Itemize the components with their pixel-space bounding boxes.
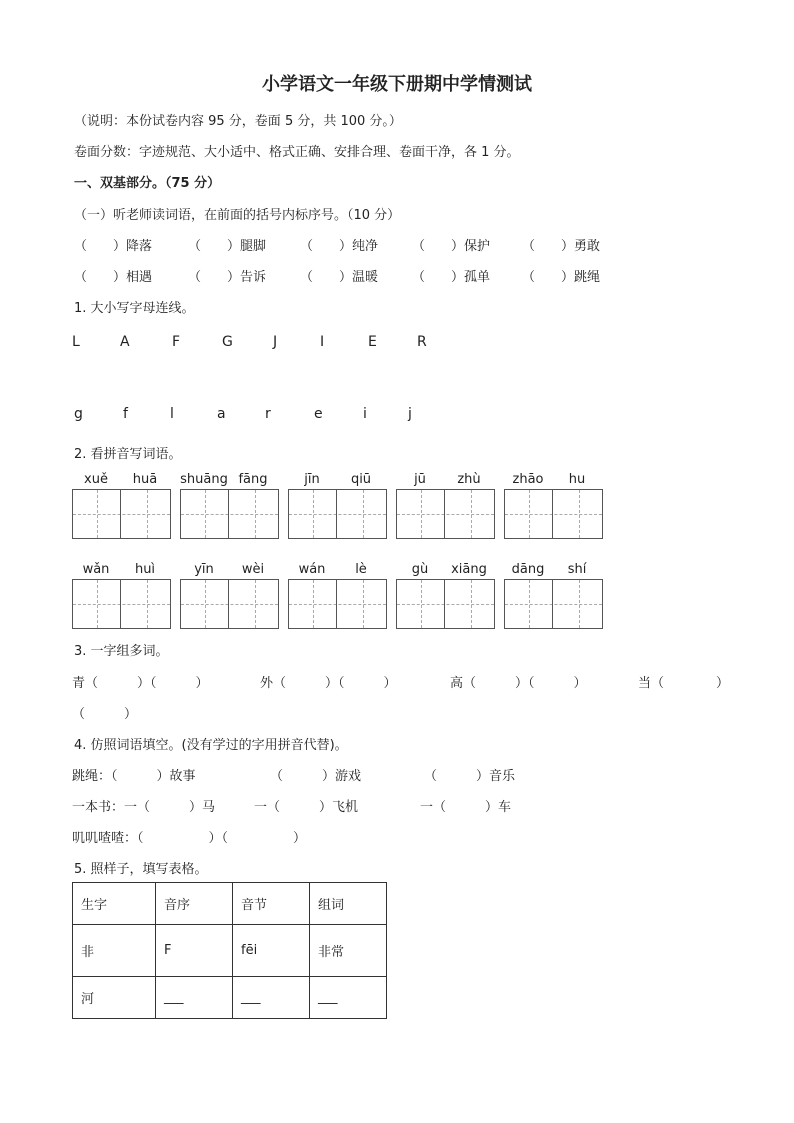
table-cell: F xyxy=(156,925,233,977)
pinyin: wèi xyxy=(241,562,265,577)
lower-letter[interactable]: l xyxy=(170,406,174,422)
table-header-cell: 生字 xyxy=(73,883,156,925)
table-row xyxy=(73,925,387,977)
writing-grid[interactable] xyxy=(288,579,387,629)
lower-letter[interactable]: e xyxy=(314,406,323,422)
pinyin: shuāng xyxy=(180,472,228,487)
table-answer-cell[interactable]: ___ xyxy=(156,977,233,1019)
lower-letter[interactable]: i xyxy=(363,406,367,422)
page-title: 小学语文一年级下册期中学情测试 xyxy=(262,74,532,95)
upper-letter[interactable]: F xyxy=(172,334,181,350)
pinyin: dāng xyxy=(511,562,545,577)
section-heading: 一、双基部分。（75 分） xyxy=(74,176,221,191)
upper-letter[interactable]: R xyxy=(417,334,427,350)
pinyin: lè xyxy=(355,562,367,577)
listen-item[interactable]: （ ）勇敢 xyxy=(522,239,601,254)
word-group-item[interactable]: 青（ ）（ ） xyxy=(72,676,209,691)
exam-note: （说明：本份试卷内容 95 分，卷面 5 分，共 100 分。） xyxy=(74,114,402,129)
listen-item[interactable]: （ ）保护 xyxy=(412,239,491,254)
pinyin: huì xyxy=(134,562,156,577)
listen-item[interactable]: （ ）降落 xyxy=(74,239,153,254)
lower-letter[interactable]: f xyxy=(123,406,128,422)
writing-grid[interactable] xyxy=(288,489,387,539)
table-cell: 非常 xyxy=(310,925,387,977)
q1-label: 1. 大小写字母连线。 xyxy=(74,301,195,316)
listen-item[interactable]: （ ）跳绳 xyxy=(522,270,601,285)
pinyin: jīn xyxy=(304,472,320,487)
writing-grid[interactable] xyxy=(180,579,279,629)
upper-letter[interactable]: A xyxy=(120,334,130,350)
writing-grid[interactable] xyxy=(72,489,171,539)
lower-letter[interactable]: a xyxy=(217,406,226,422)
word-group-item[interactable]: 高（ ）（ ） xyxy=(450,676,587,691)
word-group-item[interactable]: 外（ ）（ ） xyxy=(260,676,397,691)
pinyin: shí xyxy=(567,562,587,577)
writing-grid[interactable] xyxy=(504,489,603,539)
fill-item[interactable]: 跳绳：（ ）故事 xyxy=(72,769,196,784)
listen-item[interactable]: （ ）腿脚 xyxy=(188,239,267,254)
lower-letter[interactable]: r xyxy=(265,406,271,422)
pinyin: hu xyxy=(568,472,586,487)
listen-item[interactable]: （ ）纯净 xyxy=(300,239,379,254)
word-group-item[interactable]: 当（ ） xyxy=(638,676,730,691)
fill-item[interactable]: 一本书：一（ ）马 xyxy=(72,800,216,815)
writing-grid[interactable] xyxy=(504,579,603,629)
writing-grid[interactable] xyxy=(180,489,279,539)
q3-label: 3. 一字组多词。 xyxy=(74,644,169,659)
table-answer-cell[interactable]: ___ xyxy=(310,977,387,1019)
pinyin: wán xyxy=(298,562,326,577)
char-table xyxy=(72,882,387,1019)
table-cell: fēi xyxy=(233,925,310,977)
pinyin: xuě xyxy=(84,472,108,487)
lower-letter[interactable]: j xyxy=(408,406,412,422)
q2-label: 2. 看拼音写词语。 xyxy=(74,447,182,462)
listen-item[interactable]: （ ）告诉 xyxy=(188,270,267,285)
pinyin: zhāo xyxy=(512,472,544,487)
listen-item[interactable]: （ ）相遇 xyxy=(74,270,153,285)
pinyin: jū xyxy=(414,472,426,487)
pinyin: fāng xyxy=(238,472,268,487)
pinyin: gù xyxy=(411,562,429,577)
table-header-cell: 音节 xyxy=(233,883,310,925)
table-answer-cell[interactable]: ___ xyxy=(233,977,310,1019)
upper-letter[interactable]: J xyxy=(273,334,278,350)
pinyin: wǎn xyxy=(82,562,110,577)
fill-item[interactable]: （ ）游戏 xyxy=(270,769,362,784)
listen-item[interactable]: （ ）温暖 xyxy=(300,270,379,285)
fill-item[interactable]: （ ）音乐 xyxy=(424,769,516,784)
writing-grid[interactable] xyxy=(72,579,171,629)
pinyin: huā xyxy=(132,472,158,487)
fill-item[interactable]: 叽叽喳喳：（ ）（ ） xyxy=(72,831,307,846)
upper-letter[interactable]: G xyxy=(222,334,233,350)
table-header-cell: 组词 xyxy=(310,883,387,925)
word-group-extra[interactable]: （ ） xyxy=(72,707,138,722)
fill-item[interactable]: 一（ ）车 xyxy=(420,800,512,815)
table-header-row xyxy=(73,883,387,925)
writing-grid[interactable] xyxy=(396,489,495,539)
pinyin: xiāng xyxy=(451,562,487,577)
table-cell: 非 xyxy=(73,925,156,977)
neatness-note: 卷面分数：字迹规范、大小适中、格式正确、安排合理、卷面干净，各 1 分。 xyxy=(74,145,520,160)
listen-item[interactable]: （ ）孤单 xyxy=(412,270,491,285)
fill-item[interactable]: 一（ ）飞机 xyxy=(254,800,359,815)
table-row xyxy=(73,977,387,1019)
upper-letter[interactable]: E xyxy=(368,334,377,350)
upper-letter[interactable]: I xyxy=(320,334,325,350)
pinyin: zhù xyxy=(457,472,481,487)
pinyin: qiū xyxy=(350,472,372,487)
writing-grid[interactable] xyxy=(396,579,495,629)
part-heading: （一）听老师读词语，在前面的括号内标序号。（10 分） xyxy=(74,208,401,223)
table-header-cell: 音序 xyxy=(156,883,233,925)
q5-label: 5. 照样子，填写表格。 xyxy=(74,862,208,877)
upper-letter[interactable]: L xyxy=(72,334,80,350)
pinyin: yīn xyxy=(194,562,214,577)
table-cell: 河 xyxy=(73,977,156,1019)
lower-letter[interactable]: g xyxy=(74,406,83,422)
q4-label: 4. 仿照词语填空。(没有学过的字用拼音代替)。 xyxy=(74,738,348,753)
